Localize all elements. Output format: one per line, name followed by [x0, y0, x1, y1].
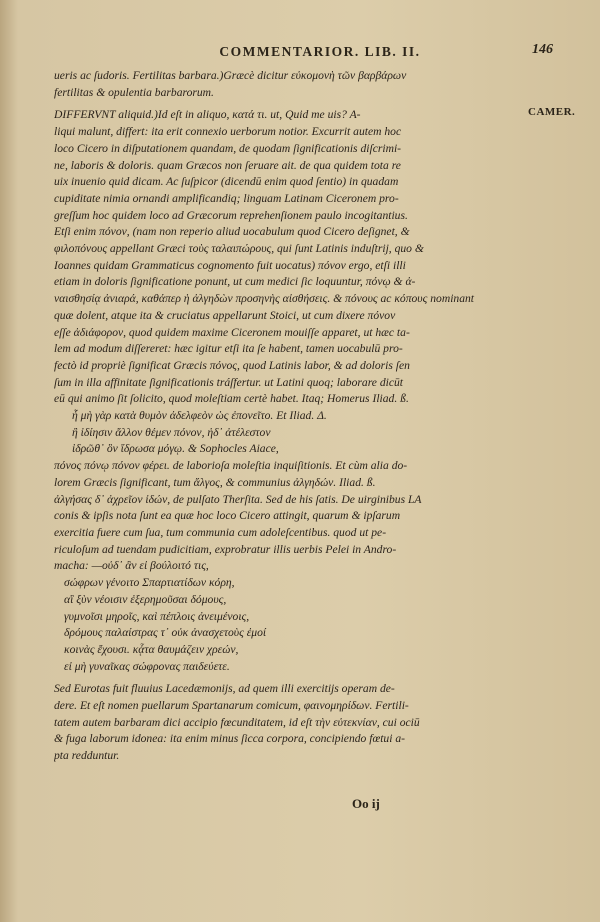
- text-line: αἳ ξὺν νέοισιν ἐξερημοῦσαι δόμους,: [64, 592, 227, 606]
- text-line: ne, laboris & doloris. quam Græcos non ſeruare ait. de qua quidem tota re: [54, 158, 401, 172]
- text-line: ἱδρῶθ᾽ ὃν ἵδρωσα μόγῳ. & Sophocles Aiace,: [72, 442, 279, 456]
- text-line: uix inuenio quid dicam. Ac ſuſpicor (dicendū enim quod ſentio) in quadam: [54, 175, 399, 189]
- text-line: cupiditate nimia ornandi amplificandiq; linguam Latinam Ciceronem pro-: [54, 191, 399, 205]
- text-line: fectò id propriè ſignificat Græcis πόνος, quod Latinis labor, & ad doloris ſen: [54, 358, 410, 372]
- text-line: ναισθησίᾳ ἀνιαρά, καθάπερ ἡ ἀλγηδὼν προσηνὴς αἰσθήσεις. & πόνους ac κόπους nominant: [54, 292, 475, 306]
- running-title: COMMENTARIOR. LIB. II.: [219, 44, 421, 59]
- text-line: conis & ipſis nota ſunt ea quæ hoc loco Cicero attingit, quarum & ipſarum: [54, 509, 401, 523]
- text-line: lorem Græcis ſignificant, tum ἄλγος, & communius ἀλγηδών. Iliad. ß.: [54, 475, 376, 489]
- text-line: lem ad modum diſſereret: hæc igitur etſi ita ſe habent, tamen uocabulū pro-: [54, 342, 403, 356]
- text-line: tatem autem barbaram dici accipio fœcunditatem, id eſt τὴν εὐτεκνίαν, cui ociū: [54, 715, 420, 729]
- text-line: fertilitas & opulentia barbarorum.: [54, 85, 214, 99]
- text-line: eſſe ἀδιάφορον, quod quidem maxime Ciceronem mouiſſe apparet, ut hæc ta-: [54, 325, 410, 339]
- text-line: γυμνοῖσι μηροῖς, καὶ πέπλοις ἀνειμένοις,: [64, 609, 250, 623]
- text-line: πόνος πόνῳ πόνον φέρει. de laborioſa moleſtia inquiſitionis. Et cùm alia do-: [54, 459, 408, 473]
- text-line: quæ dolent, atque ita & cruciatus appellarunt Stoici, ut cum dixere πόνον: [54, 308, 396, 322]
- text-line: Sed Eurotas fuit fluuius Lacedæmonijs, ad quem illi exercitijs operam de-: [54, 682, 395, 696]
- text-line: δρόμους παλαίστρας τ᾽ οὐκ ἀνασχετοὺς ἐμοί: [64, 626, 267, 640]
- text-line: pta redduntur.: [54, 749, 120, 763]
- text-line: eū qui animo ſit ſolicito, quod moleſtiam certè habet. Itaq; Homerus Iliad. ß.: [54, 392, 409, 406]
- text-line: liqui malunt, differt: ita erit connexio uerborum notior. Excurrit autem hoc: [54, 125, 402, 139]
- marginal-note: CAMER.: [528, 106, 576, 118]
- text-line: σώφρων γένοιτο Σπαρτιατίδων κόρη,: [64, 576, 235, 590]
- text-line: etiam in doloris ſignificatione ponunt, ut cum medici ſic loquuntur, πόνῳ & ἀ-: [54, 275, 416, 289]
- text-line: εἰ μὴ γυναῖκας σώφρονας παιδεύετε.: [64, 659, 230, 673]
- text-line: & fuga laborum idonea: ita enim minus ſicca corpora, concipiendo fœtui a-: [54, 732, 405, 746]
- text-line: exercitia fuere cum ſua, tum communia cum adoleſcentibus. quod ut pe-: [54, 525, 387, 539]
- text-line: loco Cicero in diſputationem quandam, de quodam ſignificationis diſcrimi-: [54, 141, 402, 155]
- text-line: Ioannes quidam Grammaticus cognomento fuit uocatus) πόνον ergo, etſi illi: [54, 258, 406, 272]
- text-line: ἦ μὴ γὰρ κατὰ θυμὸν ἀδελφεὸν ὡς ἐπονεῖτο. Et Iliad. Δ.: [72, 409, 327, 423]
- text-line: greſſum hoc quidem loco ad Græcorum reprehenſionem paulo incogitantius.: [54, 208, 408, 222]
- signature-mark: Oo ij: [352, 796, 380, 811]
- text-line: ſum in illa affinitate ſignificationis tráſfertur. ut Latini quoq; laborare dicūt: [54, 375, 404, 389]
- page-number: 146: [532, 42, 553, 57]
- text-line: ἢ ἱδίησιν ἄλλον θέμεν πόνον, ἠδ᾽ ἀτέλεστον: [72, 425, 271, 439]
- text-line: ueris ac ſudoris. Fertilitas barbara.)Græcè dicitur εὐκομονὴ τῶν βαρβάρων: [54, 69, 407, 82]
- text-line: macha: —οὐδ᾽ ἂν εἰ βούλοιτό τις,: [54, 559, 209, 573]
- text-line: ἀλγήσας δ᾽ ἀχρεῖον ἰδών, de pulſato Therſita. Sed de his ſatis. De uirginibus LA: [54, 492, 422, 506]
- text-line: φιλοπόνους appellant Græci τοὺς ταλαιπώρους, qui ſunt Latinis induſtrij, quo &: [54, 242, 424, 256]
- commentary-text: [54, 68, 518, 765]
- text-line: Etſi enim πόνον, (nam non reperio aliud uocabulum quod Cicero deſignet, &: [54, 225, 410, 239]
- text-line: κοινὰς ἔχουσι. κᾆτα θαυμάζειν χρεών,: [64, 642, 239, 656]
- text-line: dere. Et eſt nomen puellarum Spartanarum comicum, φαινομηρίδων. Fertili-: [54, 699, 409, 713]
- text-line: riculoſum ad tuendam pudicitiam, exprobratur illis uerbis Pelei in Andro-: [54, 542, 397, 556]
- text-line: DIFFERVNT aliquid.)Id eſt in aliquo, κατά τι. ut, Quid me uis? A-: [54, 108, 361, 122]
